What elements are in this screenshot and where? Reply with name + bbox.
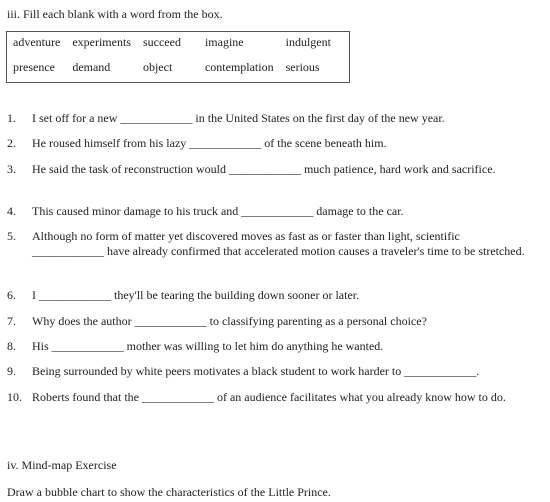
question-item — [7, 390, 532, 405]
question-number: 8. — [7, 339, 16, 353]
question-text: Although no form of matter yet discovered moves as fast as or faster than light, scientific ____________ have already confirmed that accelerated motion causes a traveler's time to be stretched. — [32, 229, 525, 258]
question-number: 5. — [7, 229, 16, 243]
word-cell: indulgent — [285, 35, 331, 49]
question-item — [7, 204, 532, 219]
word-cell: adventure — [13, 35, 61, 49]
question-item — [7, 136, 532, 151]
question-number: 4. — [7, 204, 16, 218]
question-number: 9. — [7, 364, 16, 378]
question-number: 6. — [7, 288, 16, 302]
question-text: He roused himself from his lazy ____________ of the scene beneath him. — [32, 136, 387, 150]
question-item — [7, 339, 532, 354]
question-number: 1. — [7, 111, 16, 125]
word-cell: imagine — [204, 35, 244, 49]
section-heading: iv. Mind-map Exercise — [7, 458, 117, 472]
question-item — [7, 288, 532, 303]
question-text: His ____________ mother was willing to let him do anything he wanted. — [32, 339, 384, 353]
word-box — [6, 31, 350, 83]
question-item — [7, 111, 532, 126]
question-number: 7. — [7, 314, 16, 328]
question-text: Roberts found that the ____________ of an audience facilitates what you already know how to do. — [32, 390, 506, 404]
question-text: He said the task of reconstruction would ____________ much patience, hard work and sacrifice. — [32, 162, 496, 176]
question-text: Being surrounded by white peers motivates a black student to work harder to ____________. — [32, 364, 480, 378]
word-cell: experiments — [72, 35, 131, 49]
question-item — [7, 314, 532, 329]
question-text: I ____________ they'll be tearing the building down sooner or later. — [32, 288, 360, 302]
word-cell: object — [142, 60, 173, 74]
section-instruction: Draw a bubble chart to show the characteristics of the Little Prince. — [7, 485, 331, 499]
question-item — [7, 162, 532, 177]
question-text: Why does the author ____________ to classifying parenting as a personal choice? — [32, 314, 427, 328]
word-cell: contemplation — [204, 60, 274, 74]
question-text: I set off for a new ____________ in the United States on the first day of the new year. — [32, 111, 445, 125]
word-box-row — [7, 32, 350, 58]
word-box-row — [7, 57, 350, 83]
question-item — [7, 229, 532, 259]
question-number: 10. — [7, 390, 22, 404]
question-number: 3. — [7, 162, 16, 176]
word-cell: serious — [285, 60, 320, 74]
word-cell: presence — [13, 60, 55, 74]
question-number: 2. — [7, 136, 16, 150]
word-cell: demand — [72, 60, 111, 74]
question-item — [7, 364, 532, 379]
word-cell: succeed — [142, 35, 181, 49]
exercise-heading: iii. Fill each blank with a word from the box. — [7, 7, 223, 21]
question-text: This caused minor damage to his truck and ____________ damage to the car. — [32, 204, 404, 218]
